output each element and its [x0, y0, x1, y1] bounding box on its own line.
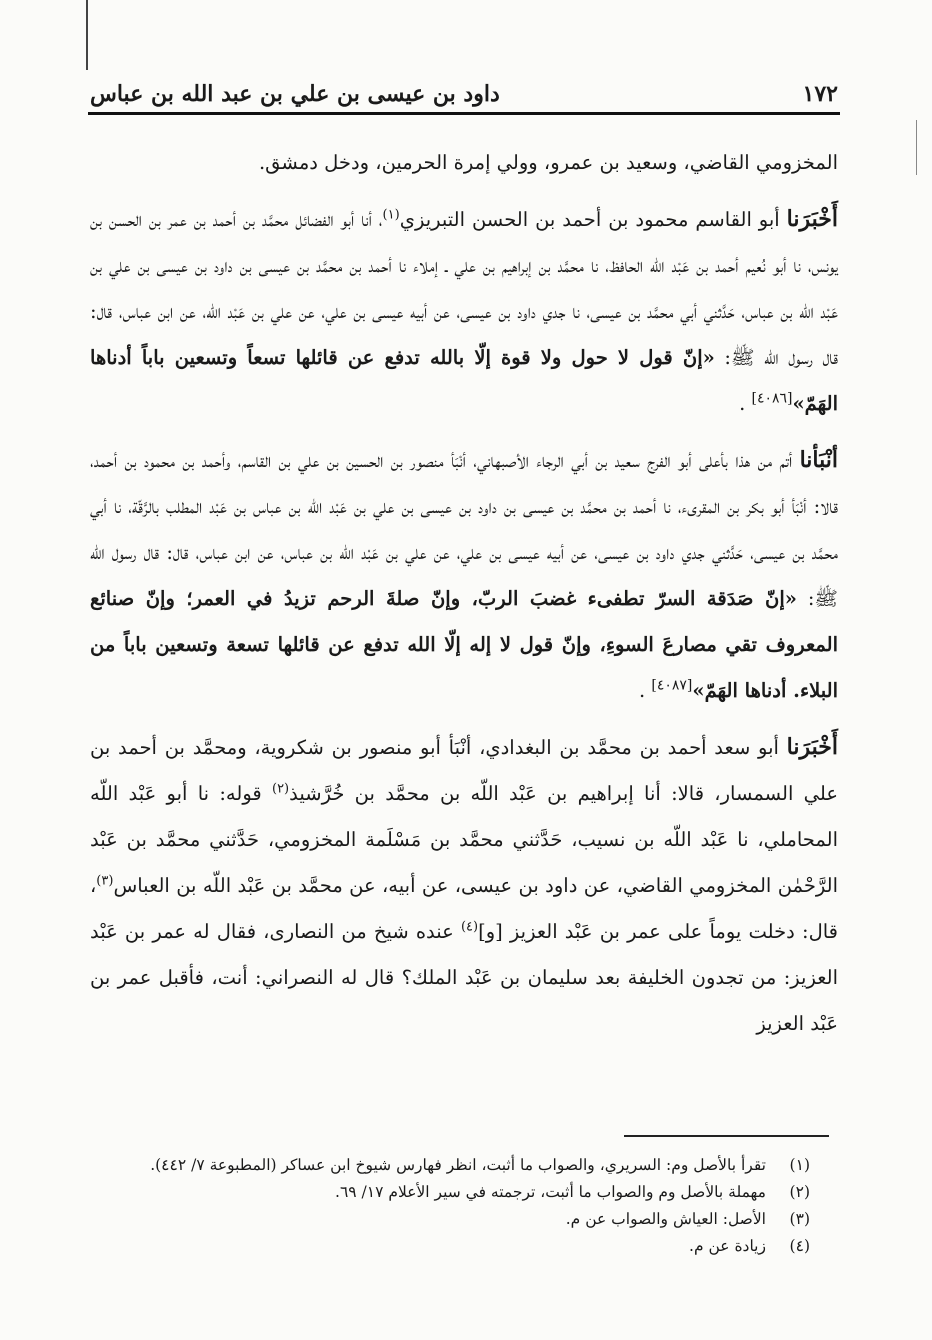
- paragraph-end: .: [739, 392, 746, 415]
- footnote-ref: (٤): [460, 919, 479, 935]
- paragraph: [90, 437, 838, 714]
- hadith-text: «إنّ صَدَقة السرّ تطفىء غضبَ الربّ، وإنّ صلةَ الرحم تزيدُ في العمر؛ وإنّ صنائع المعروف تقي مصارعَ السوءِ، وإنّ قول لا إله إلّا الله تدفع عن قائلها تسعة وتسعين باباً من البلاء. أدناها الهَمّ»: [90, 587, 838, 702]
- page-number: ١٧٢: [802, 81, 838, 107]
- isnad-lead-word: أَخْبَرَنا: [786, 734, 838, 760]
- footnote-number: (٣): [789, 1210, 810, 1228]
- paragraph-text: ، قال: دخلت يوماً على عمر بن عَبْد العزيز [و]: [90, 874, 839, 943]
- footnote-ref: (١): [382, 207, 400, 223]
- main-text: [90, 140, 838, 1047]
- paragraph-text: المخزومي القاضي، وسعيد بن عمرو، وولي إمرة الحرمين، ودخل دمشق.: [258, 151, 838, 174]
- running-title: داود بن عيسى بن علي بن عبد الله بن عباس: [90, 81, 500, 107]
- paragraph-end: .: [638, 679, 646, 702]
- footnote-number: (١): [789, 1156, 810, 1174]
- paragraph-text: أبو سعد أحمد بن محمَّد بن البغدادي، أنْبَأ أبو منصور بن شكروية، ومحمَّد بن أحمد بن علي السمسار، قالا: أنا إبراهيم بن عَبْد اللّه بن محمَّد بن خُرَّشيذ: [90, 736, 838, 805]
- footnote-number: (٤): [789, 1237, 810, 1255]
- hadith-number: [٤٠٨٦]: [751, 390, 793, 407]
- isnad-lead-word: أنْبَأنا: [799, 447, 838, 473]
- paragraph-text: أبو القاسم محمود بن أحمد بن الحسن التبريزي: [399, 208, 780, 231]
- footnote: [90, 1179, 810, 1206]
- paragraph: [90, 196, 838, 427]
- paragraph-text: عنده شيخ من النصارى، فقال له عمر بن عَبْد العزيز: من تجدون الخليفة بعد سليمان بن عَبْد الملك؟ قال له النصراني: أنت، فأقبل عمر بن عَبْد العزيز: [90, 920, 838, 1035]
- hadith-text: «إنّ قول لا حول ولا قوة إلّا بالله تدفع عن قائلها تسعاً وتسعين باباً أدناها الهَمّ»: [90, 346, 838, 415]
- footnote: [90, 1152, 810, 1179]
- paragraph-text: ، أنا أبو الفضائل محمَّد بن أحمد بن عمر بن الحسن بن يونس، نا أبو نُعيم أحمد بن عَبْد اللّه الحافظ، نا محمَّد بن إبراهيم بن علي ـ إملاء نا أحمد بن محمَّد بن عيسى بن داود بن عيسى بن علي بن عَبْد اللّه بن عباس، حَدَّثني أبي محمَّد بن عيسى، نا جدي داود بن عيسى، عن أبيه عيسى بن علي، عن علي بن عَبْد اللّه، عن ابن عباس، قال: قال رسول الله ﷺ:: [90, 208, 838, 369]
- footnote-rule: [624, 1135, 829, 1137]
- paragraph-text: أتم من هذا بأعلى أبو الفرج سعيد بن أبي الرجاء الأصبهاني، أنْبَأ منصور بن الحسين بن علي بن القاسم، وأحمد بن محمود بن أحمد، قالا: أنْبَأ أبو بكر بن المقرىء، نا أحمد بن محمَّد بن عيسى بن داود بن عيسى بن علي بن عَبْد اللّه بن عباس بن عَبْد المطلب بالرَّقّة، نا أبي محمَّد بن عيسى، حَدَّثني جدي داود بن عيسى، عن أبيه عيسى بن علي، عن علي بن عَبْد اللّه بن عباس، عن ابن عباس، قال: قال رسول الله ﷺ:: [90, 449, 838, 610]
- footnote-number: (٢): [789, 1183, 810, 1201]
- scan-artifact-line: [86, 0, 88, 70]
- footnote-text: تقرأ بالأصل وم: السريري، والصواب ما أثبت، انظر فهارس شيوخ ابن عساكر (المطبوعة ٧/ ٤٤٢).: [150, 1156, 766, 1174]
- footnote-text: زيادة عن م.: [689, 1237, 766, 1255]
- footnote-ref: (٢): [271, 781, 290, 797]
- scan-artifact-line: [916, 120, 917, 175]
- page-header: [90, 74, 838, 114]
- isnad-lead-word: أَخْبَرَنا: [786, 206, 838, 232]
- paragraph: [90, 724, 838, 1047]
- footnote-ref: (٣): [96, 873, 114, 889]
- footnote-text: الأصل: العياش والصواب عن م.: [565, 1210, 766, 1228]
- paragraph: [90, 140, 838, 186]
- footnote: [90, 1233, 810, 1260]
- paragraph-text: قوله: نا أبو عَبْد اللّه المحاملي، نا عَبْد اللّه بن نسيب، حَدَّثني محمَّد بن مَسْلَمة المخزومي، حَدَّثني محمَّد بن عَبْد الرَّحْمٰن المخزومي القاضي، عن داود بن عيسى، عن أبيه، عن محمَّد بن عَبْد اللّه بن العباس: [90, 782, 838, 897]
- hadith-number: [٤٠٨٧]: [651, 677, 693, 694]
- footnotes: [90, 1152, 810, 1260]
- footnote: [90, 1206, 810, 1233]
- footnote-text: مهملة بالأصل وم والصواب ما أثبت، ترجمته في سير الأعلام ١٧/ ٦٩.: [335, 1183, 766, 1201]
- header-rule: [88, 112, 840, 115]
